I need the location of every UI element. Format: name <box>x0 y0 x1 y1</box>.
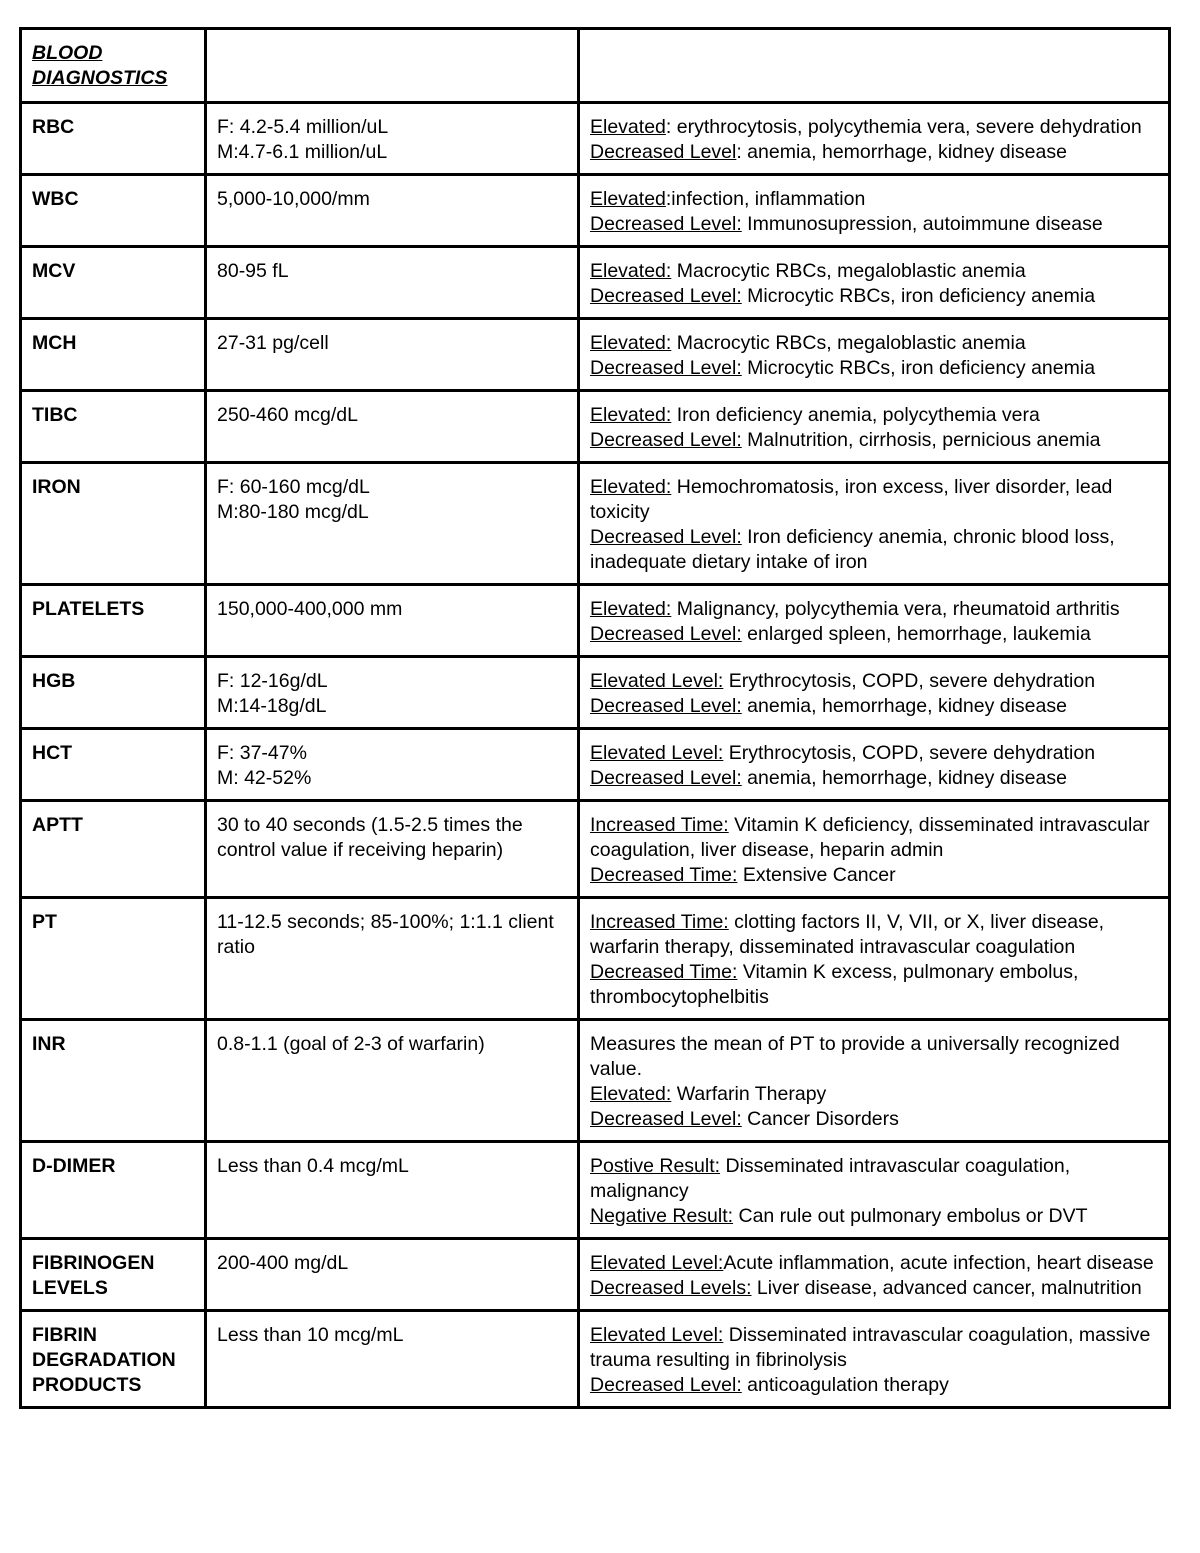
normal-range: 27-31 pg/cell <box>217 332 329 354</box>
interpretation-label: Decreased Time: <box>590 864 738 886</box>
interpretation-line <box>590 1276 1159 1301</box>
interpretation-text: Iron deficiency anemia, chronic blood loss, inadequate dietary intake of iron <box>590 526 1115 573</box>
table-row <box>21 247 1170 319</box>
interpretation-line <box>590 212 1159 237</box>
interpretation-label: Decreased Level: <box>590 285 742 307</box>
interpretation-text: Microcytic RBCs, iron deficiency anemia <box>741 357 1096 379</box>
title-line: BLOOD <box>32 42 103 64</box>
interpretation-cell <box>579 319 1170 391</box>
table-row <box>21 657 1170 729</box>
test-name: TIBC <box>32 404 78 426</box>
test-name-cell <box>21 1239 206 1311</box>
normal-range-cell <box>206 801 579 898</box>
table-row <box>21 1311 1170 1408</box>
interpretation-text: enlarged spleen, hemorrhage, laukemia <box>741 623 1091 645</box>
interpretation-line <box>590 597 1159 622</box>
test-name: D-DIMER <box>32 1155 116 1177</box>
interpretation-text: : erythrocytosis, polycythemia vera, severe dehydration <box>665 116 1142 138</box>
table-title <box>21 29 206 103</box>
interpretation-text: Iron deficiency anemia, polycythemia vera <box>671 404 1040 426</box>
interpretation-line <box>590 766 1159 791</box>
table-row <box>21 729 1170 801</box>
interpretation-line <box>590 622 1159 647</box>
interpretation-text: Hemochromatosis, iron excess, liver disorder, lead toxicity <box>590 476 1113 523</box>
table-row <box>21 391 1170 463</box>
interpretation-label: Decreased Levels: <box>590 1277 752 1299</box>
table-row <box>21 463 1170 585</box>
test-name: PLATELETS <box>32 598 145 620</box>
interpretation-line <box>590 1154 1159 1204</box>
interpretation-line <box>590 187 1159 212</box>
normal-range-cell <box>206 247 579 319</box>
interpretation-cell <box>579 463 1170 585</box>
interpretation-line <box>590 1082 1159 1107</box>
interpretation-cell <box>579 175 1170 247</box>
interpretation-text: anemia, hemorrhage, kidney disease <box>741 767 1067 789</box>
normal-range-cell <box>206 1142 579 1239</box>
interpretation-text: Acute inflammation, acute infection, heart disease <box>723 1252 1154 1274</box>
interpretation-cell <box>579 1311 1170 1408</box>
normal-range: 200-400 mg/dL <box>217 1252 349 1274</box>
test-name: IRON <box>32 476 81 498</box>
table-row <box>21 1020 1170 1142</box>
interpretation-label: Elevated: <box>590 1083 672 1105</box>
interpretation-label: Negative Result: <box>590 1205 734 1227</box>
normal-range: F: 37-47% <box>217 742 307 764</box>
interpretation-label: Increased Time: <box>590 814 729 836</box>
test-name: MCH <box>32 332 77 354</box>
interpretation-label: Elevated: <box>590 332 672 354</box>
interpretation-line <box>590 1032 1159 1082</box>
interpretation-text: Microcytic RBCs, iron deficiency anemia <box>741 285 1096 307</box>
normal-range: M: 42-52% <box>217 767 312 789</box>
test-name-cell <box>21 391 206 463</box>
table-row <box>21 585 1170 657</box>
interpretation-label: Decreased Level: <box>590 695 742 717</box>
interpretation-line <box>590 813 1159 863</box>
table-row <box>21 175 1170 247</box>
interpretation-cell <box>579 729 1170 801</box>
test-name: APTT <box>32 814 83 836</box>
interpretation-line <box>590 284 1159 309</box>
interpretation-label: Elevated Level: <box>590 1324 724 1346</box>
interpretation-text: Warfarin Therapy <box>671 1083 827 1105</box>
normal-range: F: 4.2-5.4 million/uL <box>217 116 389 138</box>
interpretation-text: Disseminated intravascular coagulation, malignancy <box>590 1155 1071 1202</box>
empty-header-cell <box>206 29 579 103</box>
interpretation-text: Vitamin K excess, pulmonary embolus, thrombocytophelbitis <box>590 961 1079 1008</box>
interpretation-label: Elevated Level: <box>590 742 724 764</box>
interpretation-label: Decreased Level: <box>590 623 742 645</box>
normal-range-cell <box>206 103 579 175</box>
interpretation-cell <box>579 103 1170 175</box>
interpretation-label: Elevated Level: <box>590 1252 724 1274</box>
interpretation-text: Cancer Disorders <box>741 1108 899 1130</box>
title-line: DIAGNOSTICS <box>32 67 168 89</box>
test-name: WBC <box>32 188 79 210</box>
interpretation-cell <box>579 1239 1170 1311</box>
test-name-cell <box>21 729 206 801</box>
normal-range-cell <box>206 1239 579 1311</box>
interpretation-label: Elevated: <box>590 598 672 620</box>
normal-range: M:14-18g/dL <box>217 695 327 717</box>
interpretation-label: Decreased Level: <box>590 526 742 548</box>
interpretation-text: Erythrocytosis, COPD, severe dehydration <box>723 670 1096 692</box>
normal-range: 11-12.5 seconds; 85-100%; 1:1.1 client ratio <box>217 911 554 958</box>
interpretation-cell <box>579 657 1170 729</box>
interpretation-label: Elevated: <box>590 476 672 498</box>
interpretation-label: Postive Result: <box>590 1155 721 1177</box>
interpretation-cell <box>579 898 1170 1020</box>
test-name-cell <box>21 585 206 657</box>
normal-range-cell <box>206 729 579 801</box>
interpretation-label: Decreased Level: <box>590 213 742 235</box>
test-name-cell <box>21 898 206 1020</box>
interpretation-line <box>590 1251 1159 1276</box>
header-row <box>21 29 1170 103</box>
interpretation-line <box>590 259 1159 284</box>
interpretation-line <box>590 403 1159 428</box>
interpretation-label: Decreased Level: <box>590 357 742 379</box>
test-name-cell <box>21 319 206 391</box>
interpretation-label: Decreased Level: <box>590 1108 742 1130</box>
interpretation-label: Elevated <box>590 188 666 210</box>
interpretation-label: Elevated: <box>590 260 672 282</box>
normal-range: 80-95 fL <box>217 260 289 282</box>
interpretation-text: Malnutrition, cirrhosis, pernicious anemia <box>741 429 1101 451</box>
normal-range: 150,000-400,000 mm <box>217 598 403 620</box>
interpretation-label: Decreased Level <box>590 141 737 163</box>
interpretation-text: Disseminated intravascular coagulation, massive trauma resulting in fibrinolysis <box>590 1324 1151 1371</box>
test-name-cell <box>21 247 206 319</box>
normal-range-cell <box>206 1020 579 1142</box>
interpretation-text: Macrocytic RBCs, megaloblastic anemia <box>671 260 1026 282</box>
interpretation-label: Elevated Level: <box>590 670 724 692</box>
interpretation-text: Macrocytic RBCs, megaloblastic anemia <box>671 332 1026 354</box>
table-row <box>21 103 1170 175</box>
interpretation-text: Malignancy, polycythemia vera, rheumatoid arthritis <box>671 598 1120 620</box>
test-name: RBC <box>32 116 75 138</box>
interpretation-line <box>590 475 1159 525</box>
interpretation-text: Extensive Cancer <box>737 864 896 886</box>
interpretation-text: : anemia, hemorrhage, kidney disease <box>736 141 1067 163</box>
table-row <box>21 1142 1170 1239</box>
interpretation-text: Measures the mean of PT to provide a universally recognized value. <box>590 1033 1120 1080</box>
interpretation-label: Decreased Level: <box>590 767 742 789</box>
interpretation-label: Decreased Time: <box>590 961 738 983</box>
table-row <box>21 319 1170 391</box>
interpretation-line <box>590 1323 1159 1373</box>
interpretation-cell <box>579 801 1170 898</box>
normal-range-cell <box>206 463 579 585</box>
interpretation-line <box>590 356 1159 381</box>
interpretation-text: Can rule out pulmonary embolus or DVT <box>733 1205 1088 1227</box>
normal-range-cell <box>206 175 579 247</box>
interpretation-line <box>590 525 1159 575</box>
test-name-cell <box>21 1311 206 1408</box>
test-name-cell <box>21 1020 206 1142</box>
interpretation-cell <box>579 391 1170 463</box>
interpretation-text: anticoagulation therapy <box>741 1374 949 1396</box>
table-row <box>21 801 1170 898</box>
test-name: PT <box>32 911 57 933</box>
interpretation-line <box>590 1107 1159 1132</box>
interpretation-text: :infection, inflammation <box>665 188 866 210</box>
normal-range-cell <box>206 657 579 729</box>
normal-range: 250-460 mcg/dL <box>217 404 358 426</box>
test-name: FIBRINOGEN <box>32 1252 155 1274</box>
table-body <box>21 29 1170 1408</box>
interpretation-text: Liver disease, advanced cancer, malnutrition <box>751 1277 1142 1299</box>
interpretation-line <box>590 140 1159 165</box>
test-name: HCT <box>32 742 73 764</box>
normal-range-cell <box>206 898 579 1020</box>
normal-range: Less than 0.4 mcg/mL <box>217 1155 409 1177</box>
test-name-cell <box>21 657 206 729</box>
blood-diagnostics-table <box>19 27 1171 1409</box>
normal-range: Less than 10 mcg/mL <box>217 1324 404 1346</box>
interpretation-line <box>590 1373 1159 1398</box>
normal-range: F: 60-160 mcg/dL <box>217 476 370 498</box>
interpretation-cell <box>579 1020 1170 1142</box>
normal-range-cell <box>206 391 579 463</box>
interpretation-line <box>590 669 1159 694</box>
test-name: LEVELS <box>32 1277 108 1299</box>
interpretation-text: clotting factors II, V, VII, or X, liver disease, warfarin therapy, disseminated intravascular coagulation <box>590 911 1105 958</box>
test-name-cell <box>21 463 206 585</box>
interpretation-line <box>590 331 1159 356</box>
empty-header-cell <box>579 29 1170 103</box>
test-name: MCV <box>32 260 76 282</box>
interpretation-line <box>590 741 1159 766</box>
test-name: INR <box>32 1033 66 1055</box>
normal-range: 0.8-1.1 (goal of 2-3 of warfarin) <box>217 1033 485 1055</box>
test-name: PRODUCTS <box>32 1374 142 1396</box>
interpretation-line <box>590 910 1159 960</box>
interpretation-cell <box>579 247 1170 319</box>
interpretation-line <box>590 1204 1159 1229</box>
interpretation-text: Erythrocytosis, COPD, severe dehydration <box>723 742 1096 764</box>
test-name: DEGRADATION <box>32 1349 176 1371</box>
table-row <box>21 898 1170 1020</box>
normal-range-cell <box>206 319 579 391</box>
test-name: HGB <box>32 670 76 692</box>
interpretation-line <box>590 115 1159 140</box>
interpretation-cell <box>579 1142 1170 1239</box>
normal-range: F: 12-16g/dL <box>217 670 328 692</box>
interpretation-line <box>590 694 1159 719</box>
interpretation-text: anemia, hemorrhage, kidney disease <box>741 695 1067 717</box>
normal-range: M:4.7-6.1 million/uL <box>217 141 388 163</box>
test-name-cell <box>21 1142 206 1239</box>
test-name: FIBRIN <box>32 1324 97 1346</box>
interpretation-line <box>590 960 1159 1010</box>
test-name-cell <box>21 103 206 175</box>
test-name-cell <box>21 801 206 898</box>
interpretation-label: Decreased Level: <box>590 429 742 451</box>
normal-range: 5,000-10,000/mm <box>217 188 370 210</box>
test-name-cell <box>21 175 206 247</box>
table-row <box>21 1239 1170 1311</box>
interpretation-text: Immunosupression, autoimmune disease <box>741 213 1103 235</box>
normal-range-cell <box>206 585 579 657</box>
normal-range: 30 to 40 seconds (1.5-2.5 times the control value if receiving heparin) <box>217 814 523 861</box>
interpretation-label: Elevated: <box>590 404 672 426</box>
interpretation-text: Vitamin K deficiency, disseminated intravascular coagulation, liver disease, heparin admin <box>590 814 1150 861</box>
interpretation-label: Elevated <box>590 116 666 138</box>
normal-range: M:80-180 mcg/dL <box>217 501 369 523</box>
interpretation-label: Decreased Level: <box>590 1374 742 1396</box>
interpretation-line <box>590 863 1159 888</box>
interpretation-line <box>590 428 1159 453</box>
interpretation-cell <box>579 585 1170 657</box>
normal-range-cell <box>206 1311 579 1408</box>
interpretation-label: Increased Time: <box>590 911 729 933</box>
